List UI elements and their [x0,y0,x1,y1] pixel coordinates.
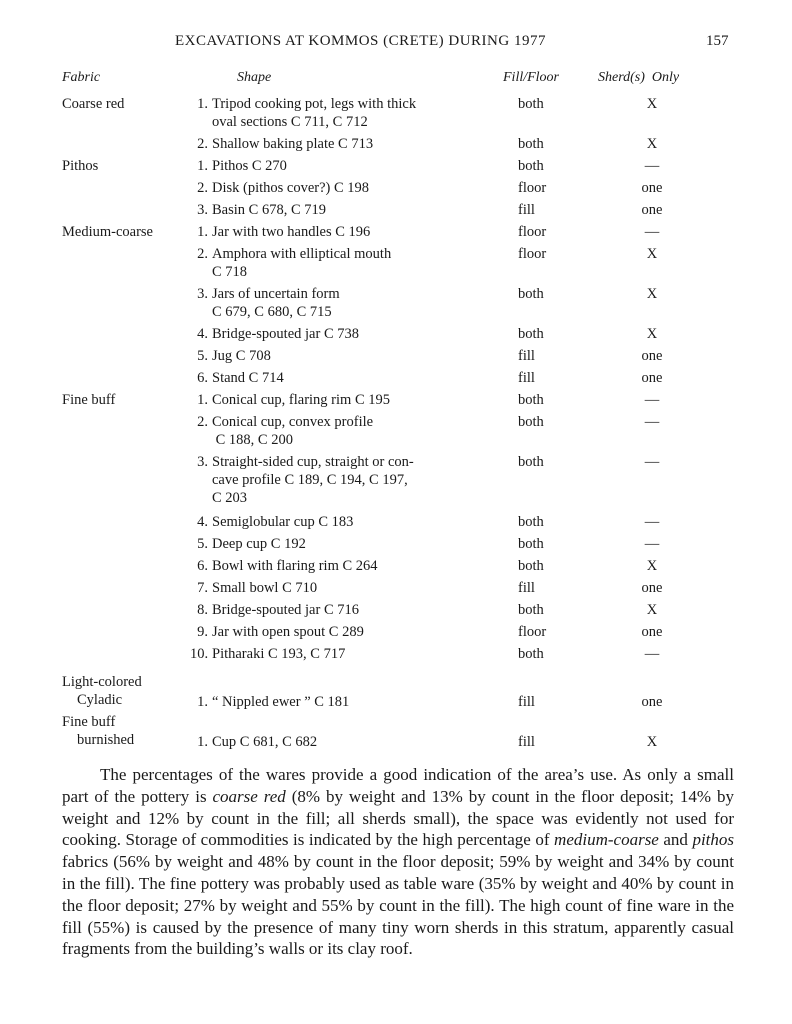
shape-number: 5. [197,348,208,364]
shape-number: 1. [197,158,208,174]
sherd-cell: X [646,602,658,618]
sherd-cell: X [646,734,658,750]
shape-number: 1. [197,734,208,750]
shape-number: 4. [197,326,208,342]
sherd-cell: — [644,224,660,240]
header-title: EXCAVATIONS AT KOMMOS (CRETE) DURING 1977 [175,33,546,49]
shape-text: Basin C 678, C 719 [212,202,326,218]
shape-cell [212,347,482,365]
shape-text-cont: C 718 [212,264,248,280]
fill-floor-cell: both [518,558,544,574]
fabric-cell [62,223,153,241]
shape-number: 10. [190,646,209,662]
shape-number: 3. [197,202,208,218]
shape-number: 2. [197,136,208,152]
shape-text: Tripod cooking pot, legs with thick [212,96,417,112]
para-seg-3: and [658,830,693,850]
sherd-cell: — [644,454,660,470]
shape-cell [212,557,482,575]
fabric-cell [62,713,134,749]
shape-cell [212,535,482,553]
shape-number: 4. [197,514,208,530]
shape-cell [212,645,482,663]
sherd-cell: one [641,180,663,196]
sherd-cell: one [641,370,663,386]
shape-cell [212,201,482,219]
fill-floor-cell: both [518,536,544,552]
fill-floor-cell: floor [518,224,547,240]
shape-text: Conical cup, convex profile [212,414,374,430]
shape-number: 9. [197,624,208,640]
para-em-coarse-red: coarse red [212,786,286,806]
shape-text: Jars of uncertain form [212,286,340,302]
fill-floor-cell: both [518,96,544,112]
shape-cell [212,157,482,175]
fill-floor-cell: fill [518,580,535,596]
fill-floor-cell: both [518,286,544,302]
shape-cell [212,601,482,619]
fill-floor-cell: floor [518,246,547,262]
fabric-label: Medium-coarse [62,224,153,240]
shape-number: 5. [197,536,208,552]
fill-floor-cell: both [518,136,544,152]
shape-number: 2. [197,246,208,262]
fill-floor-cell: fill [518,694,535,710]
sherd-cell: X [646,326,658,342]
shape-number: 2. [197,414,208,430]
para-seg-1: The percentages of the wares provide a good indication of the area’s use. As only a small part of the pottery is [62,765,734,806]
fill-floor-cell: fill [518,202,535,218]
shape-text-cont: cave profile C 189, C 194, C 197, [212,472,408,488]
fabric-cell [62,673,142,709]
fill-floor-cell: both [518,414,544,430]
shape-text: Small bowl C 710 [212,580,318,596]
fill-floor-cell: floor [518,180,547,196]
shape-cell [212,285,482,321]
paragraph-text [62,764,734,960]
shape-cell [212,693,482,711]
shape-cell [212,179,482,197]
shape-cell [212,223,482,241]
shape-cell [212,453,482,507]
sherd-cell: — [644,158,660,174]
running-header [0,33,792,55]
fabric-cell [62,157,98,175]
shape-text: Cup C 681, C 682 [212,734,318,750]
col-header-sherds: Sherd(s) Only [598,70,680,85]
fill-floor-cell: both [518,514,544,530]
shape-text: Straight-sided cup, straight or con- [212,454,414,470]
fabric-cell [62,95,124,113]
shape-cell [212,135,482,153]
fabric-label: Fine buff [62,714,116,730]
shape-number: 6. [197,558,208,574]
shape-number: 8. [197,602,208,618]
body-paragraph [62,764,734,960]
shape-number: 1. [197,96,208,112]
fill-floor-cell: both [518,602,544,618]
shape-text: Pitharaki C 193, C 717 [212,646,346,662]
shape-text-cont: C 188, C 200 [212,432,293,448]
shape-text: Bridge-spouted jar C 716 [212,602,359,618]
fill-floor-cell: both [518,392,544,408]
shape-text: Stand C 714 [212,370,284,386]
shape-text-cont: oval sections C 711, C 712 [212,114,368,130]
sherd-cell: one [641,580,663,596]
shape-cell [212,391,482,409]
page-number: 157 [706,33,729,49]
sherd-cell: — [644,646,660,662]
sherd-cell: X [646,246,658,262]
shape-text: Amphora with elliptical mouth [212,246,392,262]
fill-floor-cell: floor [518,624,547,640]
shape-number: 6. [197,370,208,386]
fabric-label: Light-colored [62,674,142,690]
shape-cell [212,623,482,641]
shape-cell [212,413,482,449]
shape-number: 1. [197,392,208,408]
fabric-label: Fine buff [62,392,116,408]
sherd-cell: — [644,392,660,408]
shape-cell [212,325,482,343]
shape-text: Shallow baking plate C 713 [212,136,374,152]
fabric-label-cont: Cyladic [77,692,123,708]
shape-cell [212,579,482,597]
sherd-cell: X [646,286,658,302]
shape-text: Pithos C 270 [212,158,287,174]
fill-floor-cell: both [518,454,544,470]
shape-number: 1. [197,224,208,240]
sherd-cell: X [646,558,658,574]
col-header-fill-floor: Fill/Floor [503,70,559,85]
fabric-label-cont: burnished [77,732,135,748]
shape-cell [212,95,482,131]
fill-floor-cell: fill [518,734,535,750]
shape-text: Jug C 708 [212,348,271,364]
para-em-pithos: pithos [692,830,735,850]
shape-number: 7. [197,580,208,596]
sherd-cell: — [644,536,660,552]
shape-text-cont: C 679, C 680, C 715 [212,304,332,320]
shape-number: 1. [197,694,208,710]
shape-number: 3. [197,286,208,302]
fill-floor-cell: both [518,158,544,174]
para-seg-2: (8% by weight and 13% by count in the floor deposit; 14% by weight and 12% by count in the fill; all sherds small), the space was evidently not used for cooking. Storage of commodities is indicated by the high percentage of [62,786,734,850]
shape-cell [212,369,482,387]
shape-text-cont: C 203 [212,490,248,506]
sherd-cell: X [646,136,658,152]
fabric-cell [62,391,115,409]
fill-floor-cell: fill [518,348,535,364]
sherd-cell: — [644,414,660,430]
shape-text: Deep cup C 192 [212,536,306,552]
col-header-fabric: Fabric [62,70,101,85]
shape-number: 3. [197,454,208,470]
fabric-label: Pithos [62,158,99,174]
sherd-cell: X [646,96,658,112]
shape-text: Disk (pithos cover?) C 198 [212,180,370,196]
fill-floor-cell: both [518,646,544,662]
shape-text: “ Nippled ewer ” C 181 [212,694,350,710]
shape-cell [212,245,482,281]
col-header-shape: Shape [237,70,272,85]
shape-cell [212,733,482,751]
sherd-cell: one [641,348,663,364]
para-seg-4: fabrics (56% by weight and 48% by count in the floor deposit; 59% by weight and 34% by count in the fill). The fine pottery was probably used as table ware (35% by weight and 40% by count in the floor deposit; 27% by weight and 55% by count in the fill). The high count of fine ware in the fill (55%) is caused by the presence of many tiny worn sherds in this stratum, apparently casual fragments from the building’s walls or its clay roof. [62,852,734,959]
shape-number: 2. [197,180,208,196]
sherd-cell: one [641,694,663,710]
fabric-label: Coarse red [62,96,125,112]
sherd-cell: one [641,202,663,218]
shape-text: Conical cup, flaring rim C 195 [212,392,390,408]
shape-text: Jar with two handles C 196 [212,224,371,240]
shape-text: Jar with open spout C 289 [212,624,364,640]
shape-cell [212,513,482,531]
shape-text: Semiglobular cup C 183 [212,514,354,530]
sherd-cell: — [644,514,660,530]
shape-text: Bowl with flaring rim C 264 [212,558,378,574]
para-em-medium-coarse: medium-coarse [554,830,659,850]
fill-floor-cell: fill [518,370,535,386]
fill-floor-cell: both [518,326,544,342]
shape-text: Bridge-spouted jar C 738 [212,326,359,342]
sherd-cell: one [641,624,663,640]
